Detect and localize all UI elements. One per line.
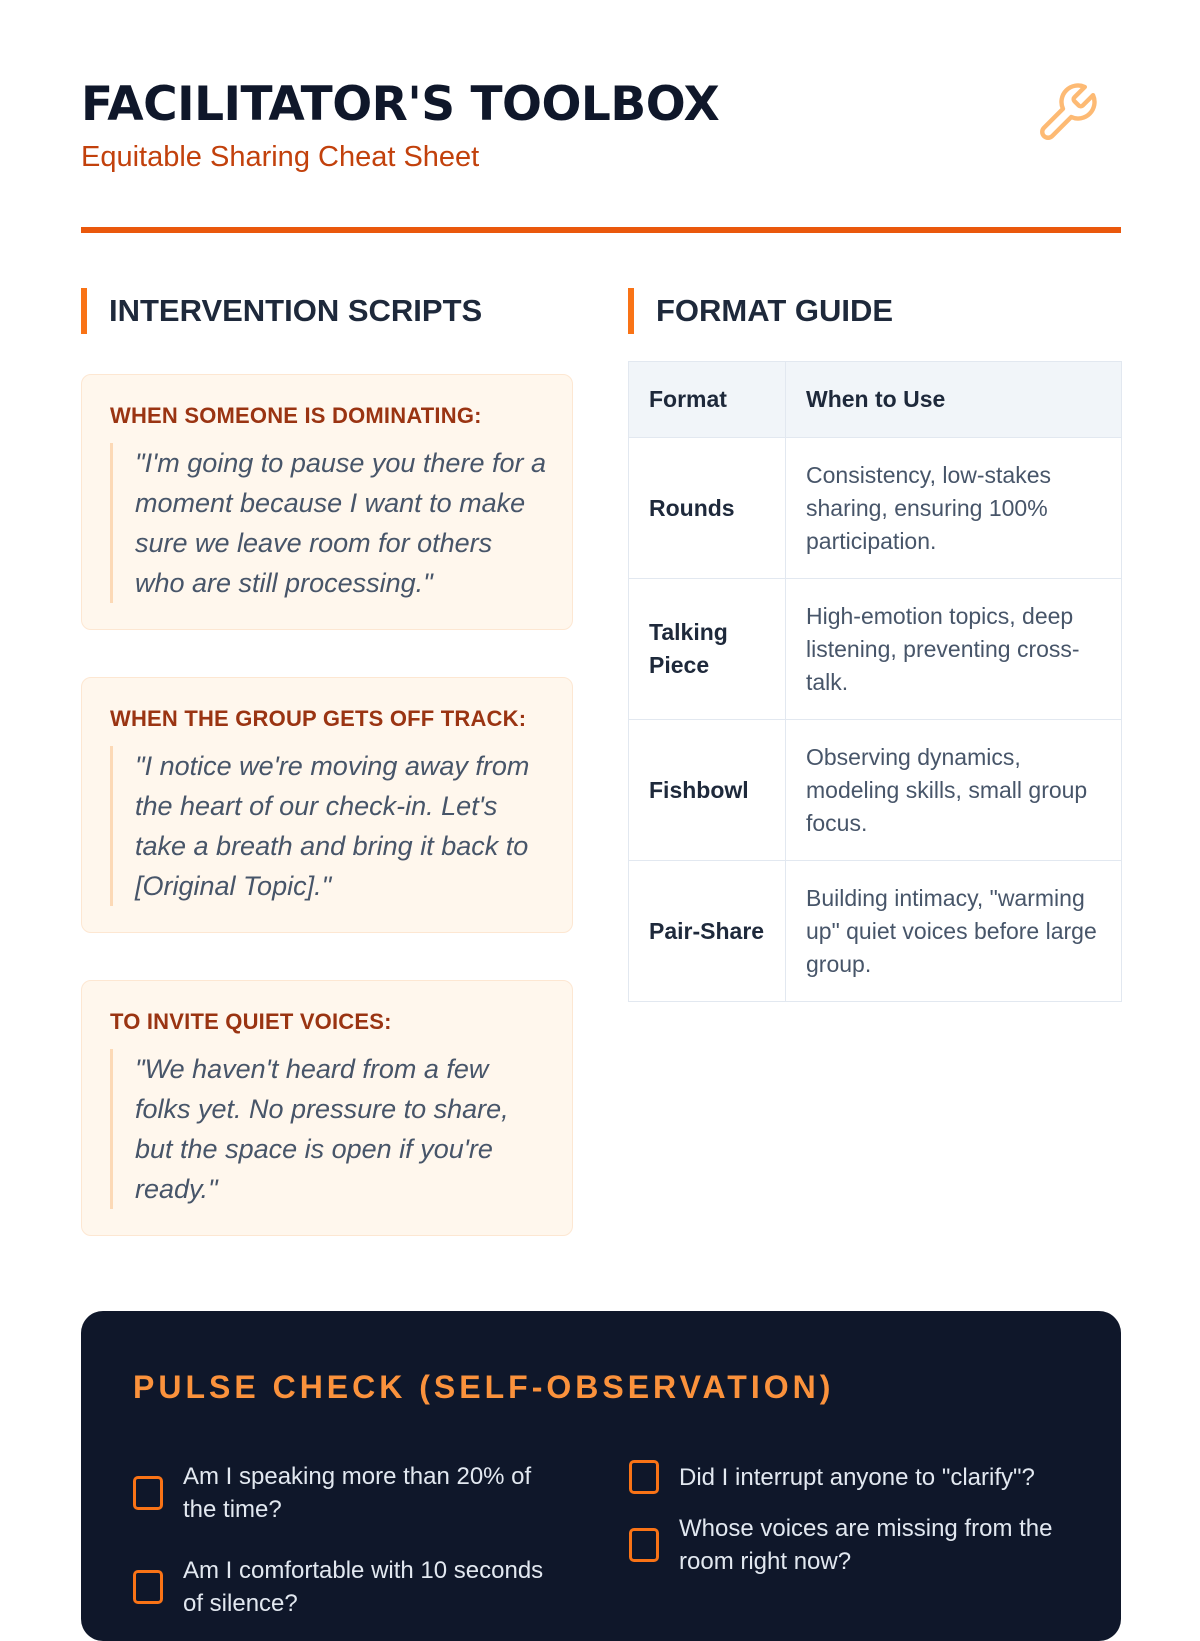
format-name: Rounds xyxy=(629,438,786,579)
table-row xyxy=(629,720,1122,861)
format-name: Fishbowl xyxy=(629,720,786,861)
script-card-quiet-voices xyxy=(81,980,573,1236)
script-card-quote: "I notice we're moving away from the heart of our check-in. Let's take a breath and bring it back to [Original Topic]." xyxy=(110,746,546,906)
format-use: Consistency, low-stakes sharing, ensuring 100% participation. xyxy=(786,438,1122,579)
pulse-check-title: PULSE CHECK (SELF-OBSERVATION) xyxy=(133,1369,835,1405)
checklist-item[interactable] xyxy=(133,1460,563,1526)
format-use: High-emotion topics, deep listening, preventing cross-talk. xyxy=(786,579,1122,720)
checkbox[interactable] xyxy=(629,1460,659,1494)
wrench-icon xyxy=(1034,80,1100,146)
script-card-quote: "We haven't heard from a few folks yet. No pressure to share, but the space is open if you're ready." xyxy=(110,1049,546,1209)
script-card-label: WHEN SOMEONE IS DOMINATING: xyxy=(110,403,482,428)
format-use: Observing dynamics, modeling skills, small group focus. xyxy=(786,720,1122,861)
checklist-item[interactable] xyxy=(629,1460,1099,1494)
checklist-item[interactable] xyxy=(629,1512,1099,1578)
script-card-quote: "I'm going to pause you there for a moment because I want to make sure we leave room for others who are still processing." xyxy=(110,443,546,603)
script-card-off-track xyxy=(81,677,573,933)
script-card-label: TO INVITE QUIET VOICES: xyxy=(110,1009,392,1034)
table-row xyxy=(629,579,1122,720)
format-use: Building intimacy, "warming up" quiet voices before large group. xyxy=(786,861,1122,1002)
column-header-when-to-use: When to Use xyxy=(786,362,1122,438)
checklist-item-label: Am I speaking more than 20% of the time? xyxy=(183,1463,532,1523)
checklist-item-label: Am I comfortable with 10 seconds of silence? xyxy=(183,1557,544,1617)
section-accent-bar xyxy=(81,288,87,334)
column-header-format: Format xyxy=(629,362,786,438)
checkbox[interactable] xyxy=(629,1528,659,1562)
pulse-check-panel xyxy=(81,1311,1121,1641)
table-header-row xyxy=(629,362,1122,438)
format-name: Talking Piece xyxy=(629,579,786,720)
section-accent-bar xyxy=(628,288,634,334)
checkbox[interactable] xyxy=(133,1476,163,1510)
format-name: Pair-Share xyxy=(629,861,786,1002)
script-card-dominating xyxy=(81,374,573,630)
table-row xyxy=(629,438,1122,579)
checklist-item-label: Whose voices are missing from the room right now? xyxy=(679,1515,1053,1575)
page-header xyxy=(81,78,1121,175)
format-guide-heading xyxy=(628,288,893,334)
section-title: INTERVENTION SCRIPTS xyxy=(109,293,483,328)
table-row xyxy=(629,861,1122,1002)
checkbox[interactable] xyxy=(133,1570,163,1604)
page-subtitle: Equitable Sharing Cheat Sheet xyxy=(81,141,480,174)
format-guide-table xyxy=(628,361,1122,1002)
intervention-scripts-heading xyxy=(81,288,482,334)
checklist-item[interactable] xyxy=(133,1554,563,1620)
header-divider xyxy=(81,227,1121,233)
script-card-label: WHEN THE GROUP GETS OFF TRACK: xyxy=(110,706,527,731)
page-title: FACILITATOR'S TOOLBOX xyxy=(81,77,720,132)
checklist-item-label: Did I interrupt anyone to "clarify"? xyxy=(679,1463,1035,1491)
section-title: FORMAT GUIDE xyxy=(656,293,894,328)
